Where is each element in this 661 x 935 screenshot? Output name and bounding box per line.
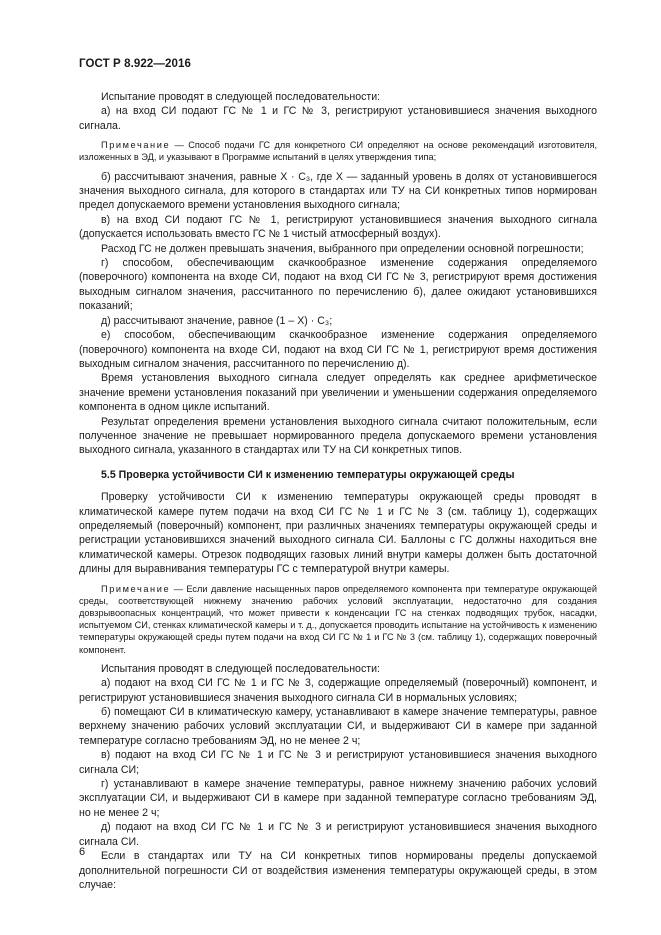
note xyxy=(79,139,597,163)
list-item: в) на вход СИ подают ГС № 1, регистрируют установившиеся значения выходного сигнала (допускается использовать вместо ГС № 1 чистый атмосферный воздух). xyxy=(79,213,597,241)
list-item: г) устанавливают в камере значение температуры, равное нижнему значению рабочих условий эксплуатации СИ, и выдерживают СИ в камере при заданной температуре согласно требованиям ЭД, но не менее 2 ч; xyxy=(79,778,597,819)
list-item: б) рассчитывают значения, равные X · C₃, где X — заданный уровень в долях от установившегося значения выходного сигнала, для которого в стандартах или ТУ на СИ конкретных типов нормирован предел допускаемого времени установления выходного сигнала; xyxy=(79,170,597,212)
paragraph: Испытание проводят в следующей последовательности: xyxy=(101,91,381,103)
list-item: д) подают на вход СИ ГС № 1 и ГС № 3 и регистрируют установившиеся значения выходного сигнала СИ. xyxy=(79,821,597,848)
note xyxy=(79,583,597,656)
list-item: в) подают на вход СИ ГС № 1 и ГС № 3 и регистрируют установившиеся значения выходного сигнала СИ; xyxy=(79,749,597,776)
paragraph: Время установления выходного сигнала следует определять как среднее арифметическое значение времени установления показаний при увеличении и уменьшении содержания определяемого компонента в одном цикле испытаний. xyxy=(79,372,597,414)
paragraph: Результат определения времени установления выходного сигнала считают положительным, если полученное значение не превышает нормированного предела допускаемого времени установления выходного сигнала, указанного в стандартах или ТУ на СИ конкретных типов. xyxy=(79,415,597,457)
list-item: е) способом, обеспечивающим скачкообразное изменение содержания определяемого (поверочного) компонента на входе СИ, подают на вход СИ ГС № 1, регистрируют время достижения выходным сигналом значения, рассчитанного по перечислению д). xyxy=(79,329,597,370)
paragraph: Если в стандартах или ТУ на СИ конкретных типов нормированы пределы допускаемой дополнительной погрешности СИ от воздействия изменения температуры окружающей среды, в этом случае: xyxy=(79,850,597,891)
paragraph: Проверку устойчивости СИ к изменению температуры окружающей среды проводят в климатической камере путем подачи на вход СИ ГС № 1 и ГС № 3 (см. таблицу 1), содержащих определяемый (поверочный) компонент, при различных значениях температуры окружающей среды и регистрации установившихся значений выходного сигнала СИ. Баллоны с ГС должны находиться вне климатической камеры. Отрезок подводящих газовых линий внутри камеры должен быть достаточной длины для выравнивания температуры ГС с температурой внутри камеры. xyxy=(79,491,597,576)
page-number: 6 xyxy=(79,846,86,858)
note-text: — Если давление насыщенных паров определяемого компонента при температуре окружающей среды, соответствующей нижнему значению рабочих условий эксплуатации, недостаточно для создания довзрывоопасных концентраций, что может привести к конденсации ГС на стенках подводящих трубок, насадки, испытуемом СИ, стенках климатической камеры и т. д., допускается проводить испытание на устойчивость к изменению температуры окружающей среды путем подачи на вход СИ ГС № 1 и ГС № 3 (см. таблицу 1), содержащих поверочный компонент. xyxy=(79,583,597,655)
document-header: ГОСТ Р 8.922—2016 xyxy=(79,58,191,70)
note-label: Примечание xyxy=(101,583,171,594)
list-item: а) подают на вход СИ ГС № 1 и ГС № 3, содержащие определяемый (поверочный) компонент, и регистрируют установившиеся значения выходного сигнала СИ в нормальных условиях; xyxy=(79,677,597,704)
note-text: — Способ подачи ГС для конкретного СИ определяют на основе рекомендаций изготовителя, изложенных в ЭД, и указывают в Программе испытаний в целях утверждения типа; xyxy=(79,140,597,163)
list-item: д) рассчитывают значение, равное (1 – X) · C₃; xyxy=(101,314,333,327)
paragraph: Расход ГС не должен превышать значения, выбранного при определении основной погрешности; xyxy=(101,242,584,255)
section-title: 5.5 Проверка устойчивости СИ к изменению температуры окружающей среды xyxy=(101,468,515,481)
page-body xyxy=(79,90,597,892)
paragraph: Испытания проводят в следующей последовательности: xyxy=(101,662,380,675)
list-item: г) способом, обеспечивающим скачкообразное изменение содержания определяемого (поверочного) компонента на входе СИ, подают на вход СИ ГС № 3, регистрируют время достижения выходным сигналом значения, рассчитанного по перечислению б), далее ожидают установившихся показаний; xyxy=(79,257,597,313)
list-item: б) помещают СИ в климатическую камеру, устанавливают в камере значение температуры, равное верхнему значению рабочих условий эксплуатации СИ, и выдерживают СИ в камере при заданной температуре согласно требованиям ЭД, но не менее 2 ч; xyxy=(79,706,597,747)
note-label: Примечание xyxy=(101,140,171,151)
list-item: а) на вход СИ подают ГС № 1 и ГС № 3, регистрируют установившиеся значения выходного сигнала. xyxy=(79,105,597,132)
